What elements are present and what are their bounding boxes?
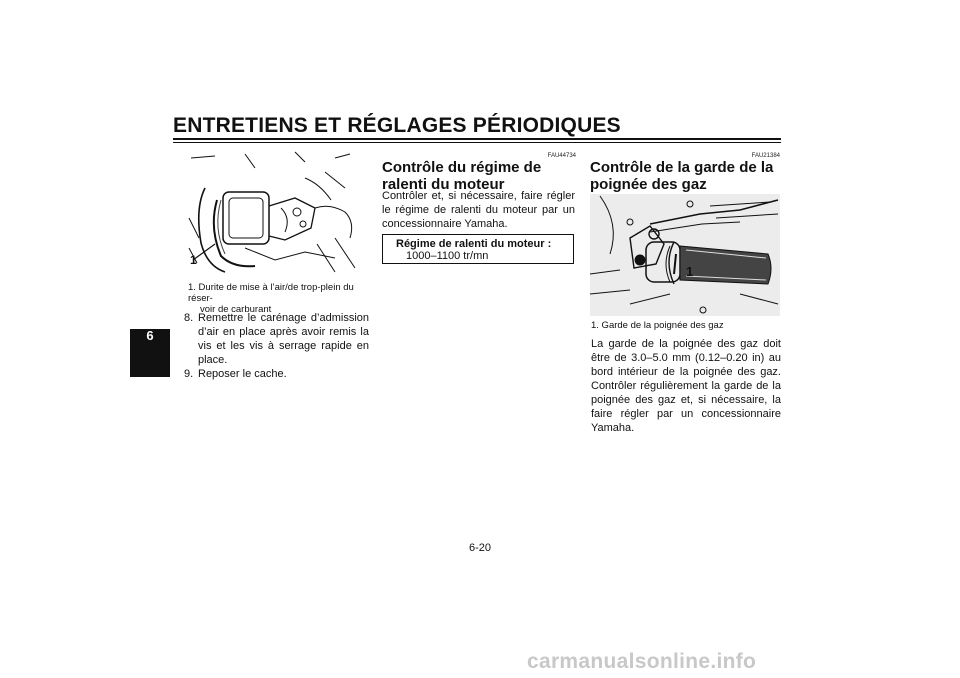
chapter-tab [130, 329, 170, 377]
step-text: Reposer le cache. [198, 368, 287, 380]
section-code: FAU21384 [751, 153, 780, 159]
figure2-callout: 1 [686, 264, 694, 279]
step-item [184, 311, 369, 367]
page-title: ENTRETIENS ET RÉGLAGES PÉRIODIQUES [173, 114, 621, 137]
figure2-caption: 1. Garde de la poignée des gaz [591, 320, 724, 331]
spec-label: Régime de ralenti du moteur : [396, 238, 552, 250]
figure1-caption-line2: voir de carburant [200, 304, 272, 315]
throttle-heading: Contrôle de la garde de la poignée des gaz [590, 159, 774, 193]
throttle-body: La garde de la poignée des gaz doit être de 3.0–5.0 mm (0.12–0.20 in) au bord intérieur de la poignée des gaz. Contrôler régulièrement la garde de la poignée des gaz et, si nécessaire, la faire régler par un concessionnaire Yamaha. [591, 338, 781, 434]
page-number: 6-20 [468, 542, 492, 554]
step-number: 9. [184, 368, 194, 380]
figure1-callout: 1 [190, 253, 197, 267]
header-rule-thick [173, 138, 781, 140]
spec-value: 1000–1100 tr/mn [406, 250, 489, 262]
header-rule-thin [173, 142, 781, 143]
idle-speed-spec-box [382, 234, 574, 264]
step-item [184, 367, 369, 381]
fuel-hose-illustration [185, 148, 363, 275]
idle-speed-heading: Contrôle du régime de ralenti du moteur [382, 159, 542, 193]
watermark: carmanualsonline.info [527, 650, 757, 673]
idle-speed-body: Contrôler et, si nécessaire, faire régler le régime de ralenti du moteur par un concessionnaire Yamaha. [382, 190, 575, 230]
step-text: Remettre le carénage d’admission d’air en place après avoir remis la vis et les vis à serrage rapide en place. [198, 312, 369, 366]
step-number: 8. [184, 312, 194, 324]
steps-list [184, 311, 369, 381]
figure1-caption-line1: 1. Durite de mise à l’air/de trop-plein du réser- [188, 282, 354, 304]
chapter-number: 6 [146, 328, 154, 343]
throttle-grip-illustration [590, 194, 780, 316]
section-code: FAU44734 [547, 153, 576, 159]
